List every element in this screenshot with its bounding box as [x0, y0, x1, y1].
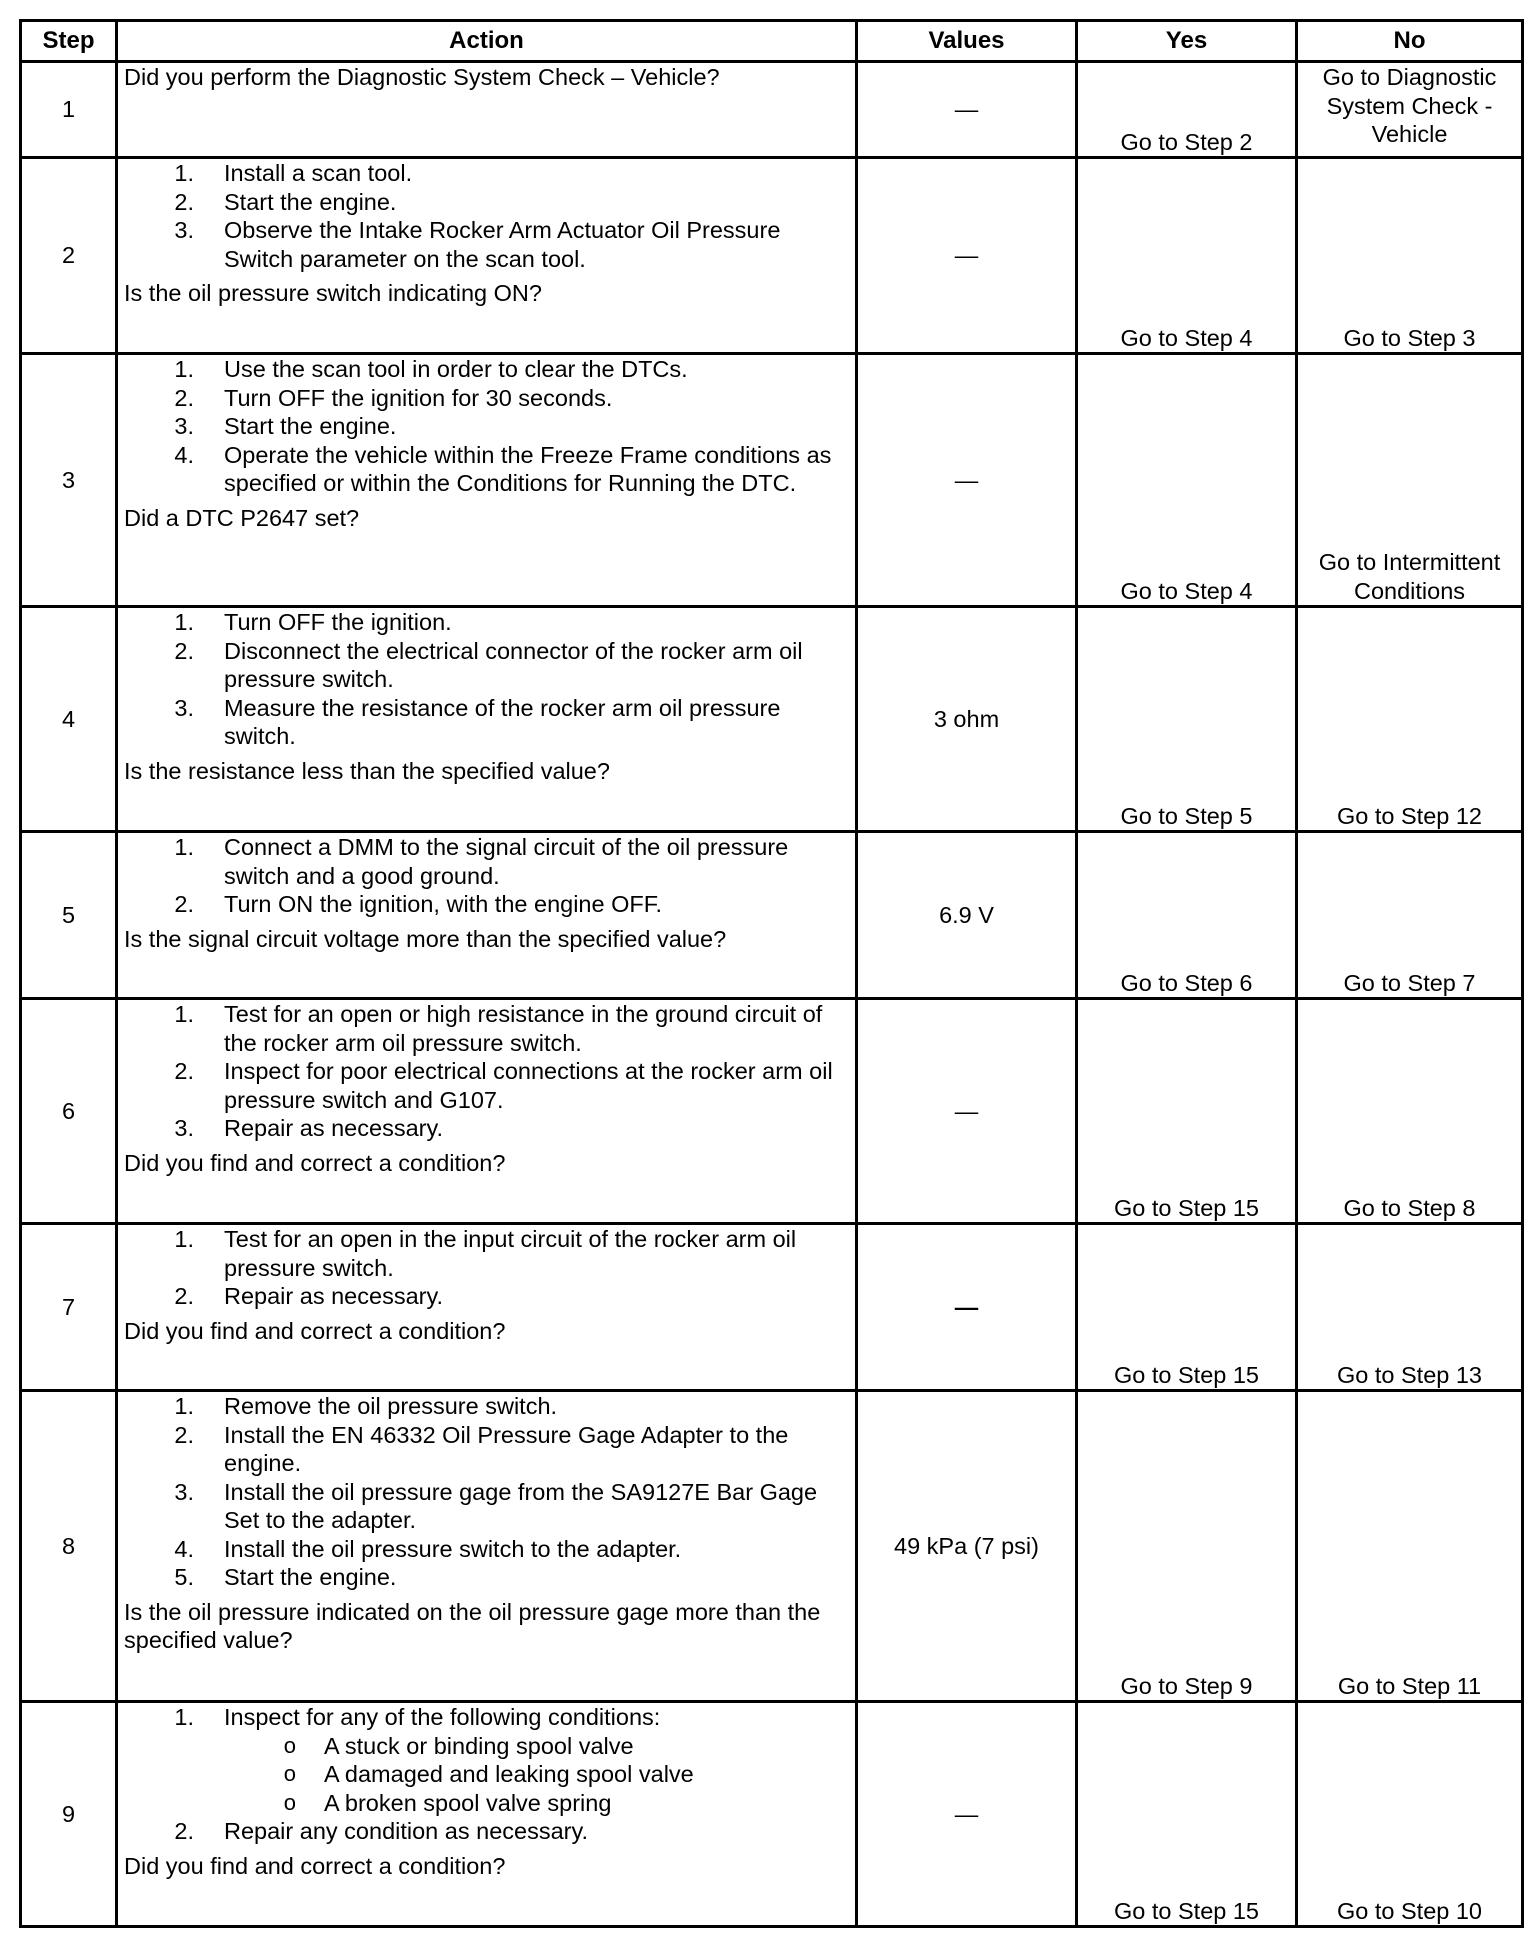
action-cell — [117, 1702, 857, 1927]
condition-list — [124, 1732, 849, 1818]
no-link[interactable]: Go to Step 3 — [1297, 158, 1523, 354]
question-text: Did you find and correct a condition? — [124, 1149, 506, 1176]
no-link[interactable]: Go to Step 10 — [1297, 1702, 1523, 1927]
instruction-item: 2. Inspect for poor electrical connections at the rocker arm oil pressure switch and G107. — [174, 1058, 833, 1113]
instruction-list — [124, 159, 849, 273]
table-row — [21, 999, 1523, 1224]
step-number: 6 — [21, 999, 117, 1224]
table-row — [21, 832, 1523, 999]
yes-link[interactable]: Go to Step 6 — [1077, 832, 1297, 999]
step-number: 5 — [21, 832, 117, 999]
instruction-item: 1. Inspect for any of the following conditions: — [174, 1704, 661, 1730]
table-row — [21, 1702, 1523, 1927]
yes-link[interactable]: Go to Step 15 — [1077, 1702, 1297, 1927]
instruction-item: 2. Turn OFF the ignition for 30 seconds. — [174, 384, 613, 411]
question-text: Did you find and correct a condition? — [124, 1317, 506, 1344]
yes-link[interactable]: Go to Step 15 — [1077, 999, 1297, 1224]
instruction-item: 3. Measure the resistance of the rocker arm oil pressure switch. — [174, 694, 781, 749]
diagnostic-table — [19, 19, 1524, 1928]
no-link[interactable]: Go to Step 12 — [1297, 607, 1523, 832]
header-step: Step — [21, 21, 117, 62]
yes-link[interactable]: Go to Step 9 — [1077, 1391, 1297, 1702]
header-values: Values — [857, 21, 1077, 62]
action-cell — [117, 607, 857, 832]
value-cell: 6.9 V — [857, 832, 1077, 999]
instruction-item: 3. Repair as necessary. — [174, 1115, 443, 1141]
condition-item: o A stuck or binding spool valve — [283, 1732, 634, 1759]
value-cell: — — [857, 1702, 1077, 1927]
instruction-item: 1. Connect a DMM to the signal circuit of the oil pressure switch and a good ground. — [174, 834, 789, 889]
step-number: 4 — [21, 607, 117, 832]
instruction-item: 1. Turn OFF the ignition. — [174, 609, 452, 635]
instruction-item: 4. Install the oil pressure switch to the adapter. — [174, 1535, 682, 1562]
action-cell — [117, 1391, 857, 1702]
question-text: Is the oil pressure indicated on the oil pressure gage more than the specified value? — [124, 1598, 821, 1653]
question-text: Is the oil pressure switch indicating ON? — [124, 280, 542, 306]
no-link[interactable]: Go to Step 11 — [1297, 1391, 1523, 1702]
yes-link[interactable]: Go to Step 4 — [1077, 354, 1297, 607]
instruction-item: 2. Repair as necessary. — [174, 1283, 443, 1309]
table-row — [21, 1224, 1523, 1391]
table-row — [21, 158, 1523, 354]
yes-link[interactable]: Go to Step 2 — [1077, 62, 1297, 158]
value-cell: — — [857, 999, 1077, 1224]
instruction-list — [124, 1225, 849, 1311]
step-number: 7 — [21, 1224, 117, 1391]
table-row — [21, 354, 1523, 607]
table-row — [21, 607, 1523, 832]
step-number: 2 — [21, 158, 117, 354]
question-text: Did you perform the Diagnostic System Check – Vehicle? — [124, 64, 720, 90]
instruction-item: 1. Install a scan tool. — [174, 160, 413, 186]
step-number: 1 — [21, 62, 117, 158]
no-link[interactable]: Go to Diagnostic System Check - Vehicle — [1297, 62, 1523, 158]
step-number: 9 — [21, 1702, 117, 1927]
value-cell: 3 ohm — [857, 607, 1077, 832]
action-cell — [117, 832, 857, 999]
instruction-list — [124, 355, 849, 498]
condition-item: o A broken spool valve spring — [283, 1789, 612, 1816]
instruction-list — [124, 608, 849, 751]
question-text: Is the resistance less than the specified value? — [124, 757, 610, 784]
instruction-item: 1. Test for an open or high resistance in the ground circuit of the rocker arm oil pressure switch. — [174, 1001, 823, 1056]
instruction-item: 2. Disconnect the electrical connector of the rocker arm oil pressure switch. — [174, 637, 803, 692]
no-link[interactable]: Go to Step 13 — [1297, 1224, 1523, 1391]
value-cell: — — [857, 158, 1077, 354]
instruction-item: 2. Turn ON the ignition, with the engine OFF. — [174, 891, 663, 917]
action-cell — [117, 1224, 857, 1391]
instruction-item: 2. Install the EN 46332 Oil Pressure Gage Adapter to the engine. — [174, 1421, 789, 1476]
instruction-item: 5. Start the engine. — [174, 1564, 397, 1590]
value-cell: — — [857, 354, 1077, 607]
condition-item: o A damaged and leaking spool valve — [283, 1761, 694, 1787]
instruction-list — [124, 833, 849, 919]
no-link[interactable]: Go to Intermittent Conditions — [1297, 354, 1523, 607]
instruction-item: 2. Repair any condition as necessary. — [174, 1818, 589, 1844]
value-cell: 49 kPa (7 psi) — [857, 1391, 1077, 1702]
value-cell: — — [857, 1224, 1077, 1391]
step-number: 3 — [21, 354, 117, 607]
action-cell — [117, 62, 857, 158]
header-action: Action — [117, 21, 857, 62]
question-text: Did a DTC P2647 set? — [124, 504, 360, 531]
header-yes: Yes — [1077, 21, 1297, 62]
question-text: Is the signal circuit voltage more than the specified value? — [124, 925, 727, 952]
header-row — [21, 21, 1523, 62]
action-cell — [117, 158, 857, 354]
instruction-item: 1. Test for an open in the input circuit of the rocker arm oil pressure switch. — [174, 1226, 797, 1281]
question-text: Did you find and correct a condition? — [124, 1852, 506, 1879]
yes-link[interactable]: Go to Step 5 — [1077, 607, 1297, 832]
instruction-item: 4. Operate the vehicle within the Freeze Frame conditions as specified or within the Conditions for Running the DTC. — [174, 441, 832, 496]
table-row — [21, 62, 1523, 158]
yes-link[interactable]: Go to Step 15 — [1077, 1224, 1297, 1391]
instruction-item: 3. Install the oil pressure gage from the SA9127E Bar Gage Set to the adapter. — [174, 1478, 818, 1533]
no-link[interactable]: Go to Step 7 — [1297, 832, 1523, 999]
table-row — [21, 1391, 1523, 1702]
instruction-item: 3. Observe the Intake Rocker Arm Actuator Oil Pressure Switch parameter on the scan tool. — [174, 217, 781, 272]
step-number: 8 — [21, 1391, 117, 1702]
instruction-list — [124, 1000, 849, 1143]
instruction-item: 1. Use the scan tool in order to clear the DTCs. — [174, 356, 688, 382]
instruction-item: 3. Start the engine. — [174, 413, 397, 439]
header-no: No — [1297, 21, 1523, 62]
instruction-list — [124, 1817, 849, 1846]
action-cell — [117, 354, 857, 607]
no-link[interactable]: Go to Step 8 — [1297, 999, 1523, 1224]
instruction-item: 2. Start the engine. — [174, 188, 397, 215]
action-cell — [117, 999, 857, 1224]
yes-link[interactable]: Go to Step 4 — [1077, 158, 1297, 354]
instruction-item: 1. Remove the oil pressure switch. — [174, 1393, 558, 1419]
instruction-list — [124, 1703, 849, 1732]
value-cell: — — [857, 62, 1077, 158]
instruction-list — [124, 1392, 849, 1592]
